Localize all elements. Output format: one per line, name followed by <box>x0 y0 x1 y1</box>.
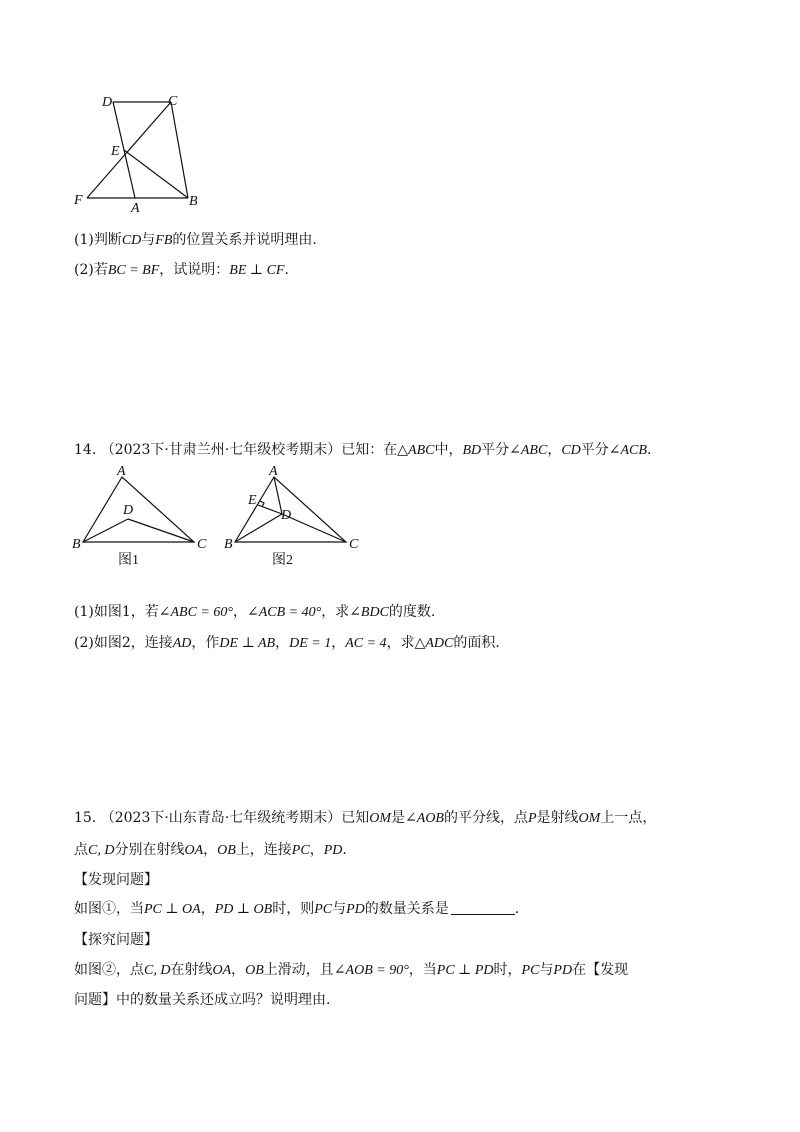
q14-figure1 <box>68 462 218 572</box>
q15-line3: 如图①，当PC ⊥ OA，PD ⊥ OB时，则PC与PD的数量关系是 . <box>74 901 520 917</box>
label-d: D <box>102 95 113 110</box>
label-c: C <box>168 94 178 109</box>
segment-dc <box>128 519 194 542</box>
label-b: B <box>72 537 81 552</box>
q14-part2: (2)如图2，连接AD，作DE ⊥ AB，DE = 1，AC = 4，求△ADC的面积. <box>74 635 500 651</box>
label-a: A <box>269 464 278 479</box>
label-d: D <box>123 503 134 518</box>
label-a: A <box>131 201 140 216</box>
segment-de <box>258 505 282 514</box>
label-e: E <box>248 493 257 508</box>
q13-figure <box>60 88 220 218</box>
q13-part1: (1)判断CD与FB的位置关系并说明理由. <box>74 232 317 248</box>
fig2-caption: 图2 <box>272 553 293 568</box>
q14-figure2 <box>220 462 370 572</box>
segment-dc <box>282 514 346 542</box>
q15-line5: 问题】中的数量关系还成立吗？说明理由. <box>74 992 331 1008</box>
label-f: F <box>74 193 83 208</box>
segment-cb <box>171 102 188 198</box>
segment-fc <box>87 102 171 198</box>
label-c: C <box>349 537 359 552</box>
q15-line1: 15. （2023下·山东青岛·七年级统考期末）已知OM是∠AOB的平分线，点P是射线OM上一点， <box>74 810 657 826</box>
q15-line2: 点C, D分别在射线OA，OB上，连接PC，PD. <box>74 842 347 858</box>
fig1-caption: 图1 <box>118 553 139 568</box>
label-d: D <box>281 508 292 523</box>
label-b: B <box>189 194 198 209</box>
triangle-abc <box>83 477 194 542</box>
q14-part1: (1)如图1，若∠ABC = 60°，∠ACB = 40°，求∠BDC的度数. <box>74 604 436 620</box>
section-heading-discover: 【发现问题】 <box>74 872 158 888</box>
label-c: C <box>197 537 207 552</box>
q15-line4: 如图②，点C, D在射线OA，OB上滑动，且∠AOB = 90°，当PC ⊥ PD时，PC与PD在【发现 <box>74 962 629 978</box>
label-e: E <box>111 144 120 159</box>
answer-blank[interactable] <box>451 900 515 915</box>
label-b: B <box>224 537 233 552</box>
segment-bd <box>235 514 282 542</box>
section-heading-explore: 【探究问题】 <box>74 932 158 948</box>
q14-header: 14. （2023下·甘肃兰州·七年级校考期末）已知：在△ABC中，BD平分∠ABC，CD平分∠ACB. <box>74 442 652 458</box>
label-a: A <box>117 464 126 479</box>
q13-part2: (2)若BC = BF，试说明：BE ⊥ CF. <box>74 262 289 278</box>
